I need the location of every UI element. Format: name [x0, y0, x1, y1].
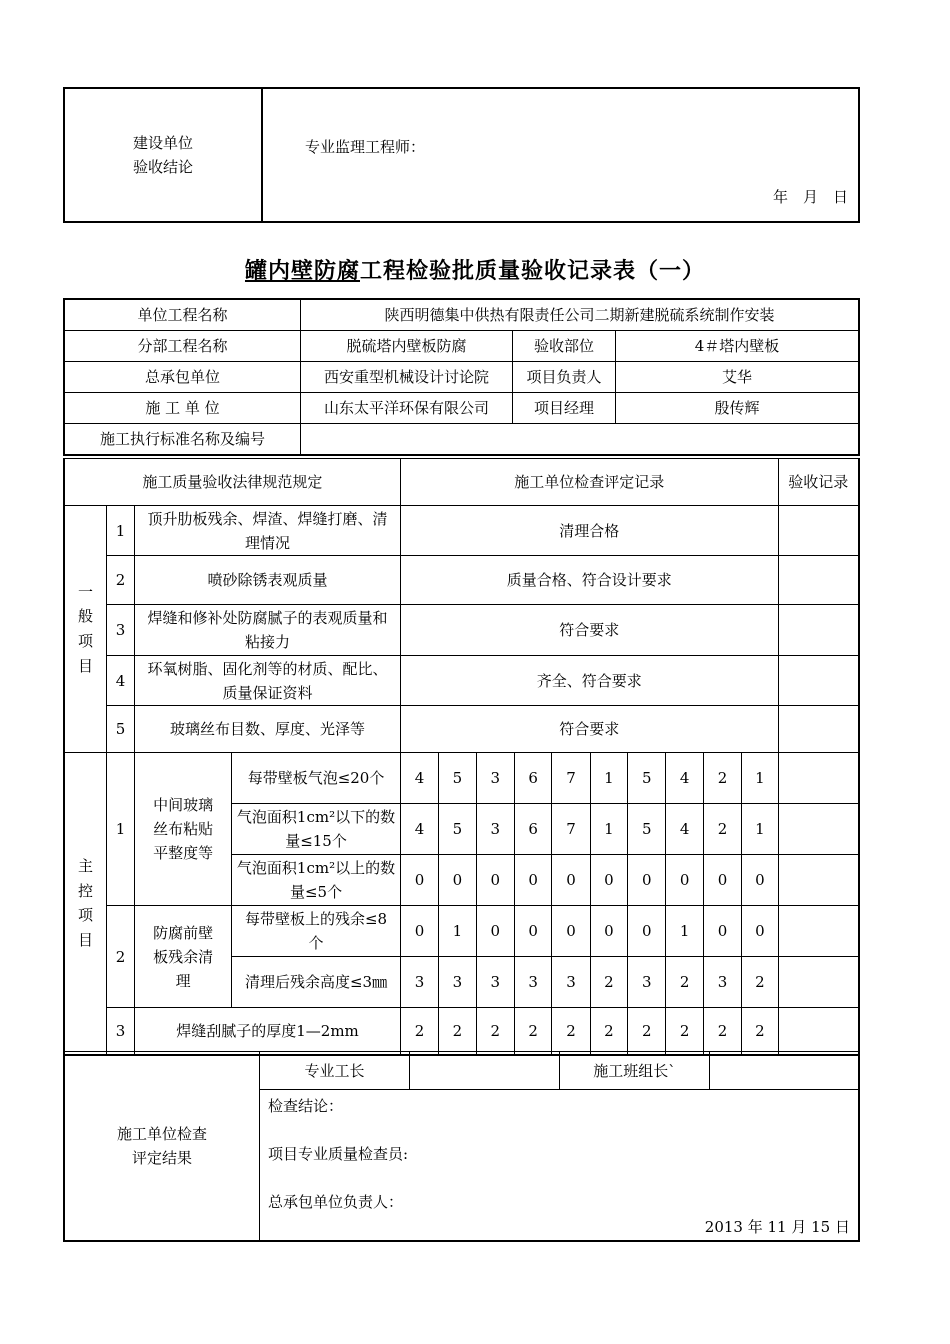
general-item-desc: 玻璃丝布目数、厚度、光泽等: [135, 706, 401, 753]
general-group-char: 项: [77, 632, 93, 650]
measurement-value: 3: [514, 957, 551, 1008]
accept-part-label: 验收部位: [513, 330, 616, 361]
site-acceptance-label: [64, 88, 262, 222]
measurement-value: 0: [552, 855, 590, 906]
inspection-table: [63, 458, 860, 1056]
general-item-accept: [778, 556, 859, 605]
general-item-no: 2: [106, 556, 134, 605]
foreman-label: 专业工长: [260, 1052, 410, 1090]
evaluation-date: 2013 年 11 月 15 日: [704, 1218, 850, 1236]
measurement-value: 2: [590, 1008, 627, 1055]
measurement-value: 0: [400, 906, 438, 957]
general-item-result: 符合要求: [400, 605, 778, 656]
main-item-desc: 气泡面积1cm²以下的数量≤15个: [232, 804, 401, 855]
measurement-value: 0: [552, 906, 590, 957]
site-acceptance-label-line1: 建设单位: [132, 134, 193, 152]
main-group-char: 控: [77, 881, 93, 900]
main-item-accept: [778, 1008, 859, 1055]
main-group-label: [64, 753, 106, 1055]
accept-part-value: 4＃塔内壁板: [616, 330, 860, 361]
measurement-value: 2: [590, 957, 627, 1008]
sub-project-label: 分部工程名称: [64, 330, 301, 361]
measurement-value: 4: [666, 804, 703, 855]
main-item-accept: [778, 855, 859, 906]
measurement-value: 2: [552, 1008, 590, 1055]
evaluation-section-label: [64, 1052, 260, 1241]
top-date: 年 月 日: [772, 188, 848, 206]
header-accept: 验收记录: [778, 459, 859, 506]
main-item-no: 2: [106, 906, 134, 1008]
measurement-value: 2: [628, 1008, 666, 1055]
construction-evaluation-table: [63, 1051, 860, 1242]
measurement-value: 2: [703, 804, 741, 855]
general-item-desc: 顶升肋板残余、焊渣、焊缝打磨、清理情况: [135, 506, 401, 556]
measurement-value: 7: [552, 753, 590, 804]
main-item-desc: 气泡面积1cm²以上的数量≤5个: [232, 855, 401, 906]
unit-project-value: 陕西明德集中供热有限责任公司二期新建脱硫系统制作安装: [301, 299, 860, 330]
measurement-value: 2: [742, 957, 778, 1008]
measurement-value: 3: [552, 957, 590, 1008]
general-group-char: 目: [77, 656, 93, 675]
construction-unit-value: 山东太平洋环保有限公司: [301, 392, 513, 423]
measurement-value: 0: [439, 855, 476, 906]
site-acceptance-box: [63, 87, 860, 223]
measurement-value: 0: [476, 855, 514, 906]
measurement-value: 4: [400, 753, 438, 804]
general-item-accept: [778, 605, 859, 656]
measurement-value: 0: [742, 906, 778, 957]
standard-value: [301, 423, 860, 455]
measurement-value: 2: [439, 1008, 476, 1055]
project-manager-value: 殷传辉: [616, 392, 860, 423]
measurement-value: 2: [476, 1008, 514, 1055]
main-item-desc: 清理后残余高度≤3㎜: [232, 957, 401, 1008]
general-item-no: 1: [106, 506, 134, 556]
site-acceptance-label-line2: 验收结论: [132, 158, 193, 176]
team-leader-value: [710, 1052, 860, 1090]
main-group-char: 主: [77, 856, 93, 875]
measurement-value: 4: [400, 804, 438, 855]
general-item-result: 符合要求: [400, 706, 778, 753]
measurement-value: 3: [703, 957, 741, 1008]
construction-unit-label: 施 工 单 位: [64, 392, 301, 423]
measurement-value: 3: [476, 753, 514, 804]
main-item-desc: 焊缝刮腻子的厚度1—2mm: [135, 1008, 401, 1055]
main-item-desc: 每带壁板上的残余≤8个: [232, 906, 401, 957]
main-group-char: 目: [77, 931, 93, 949]
measurement-value: 1: [590, 753, 627, 804]
measurement-value: 0: [590, 906, 627, 957]
measurement-value: 5: [439, 753, 476, 804]
measurement-value: 3: [439, 957, 476, 1008]
header-check: 施工单位检查评定记录: [400, 459, 778, 506]
header-spec: 施工质量验收法律规范规定: [64, 459, 400, 506]
measurement-value: 2: [400, 1008, 438, 1055]
general-item-accept: [778, 706, 859, 753]
unit-project-label: 单位工程名称: [64, 299, 301, 330]
measurement-value: 6: [514, 753, 551, 804]
page-title: [0, 254, 950, 285]
title-underlined: 罐内壁防腐: [244, 258, 360, 284]
quality-inspector-label: 项目专业质量检查员:: [268, 1145, 409, 1163]
measurement-value: 0: [742, 855, 778, 906]
general-item-result: 清理合格: [400, 506, 778, 556]
measurement-value: 2: [742, 1008, 778, 1055]
general-contractor-label: 总承包单位: [64, 361, 301, 392]
measurement-value: 3: [476, 804, 514, 855]
main-item-accept: [778, 753, 859, 804]
evaluation-label-line2: 评定结果: [131, 1148, 192, 1167]
main-item-no: 3: [106, 1008, 134, 1055]
general-item-desc: 焊缝和修补处防腐腻子的表观质量和粘接力: [135, 605, 401, 656]
main-item-name: 防腐前壁板残余清理: [135, 906, 232, 1008]
measurement-value: 7: [552, 804, 590, 855]
standard-label: 施工执行标准名称及编号: [64, 423, 301, 455]
measurement-value: 2: [666, 957, 703, 1008]
measurement-value: 3: [400, 957, 438, 1008]
measurement-value: 0: [628, 906, 666, 957]
measurement-value: 1: [590, 804, 627, 855]
measurement-value: 2: [666, 1008, 703, 1055]
measurement-value: 4: [666, 753, 703, 804]
site-acceptance-content: [262, 88, 859, 222]
measurement-value: 0: [400, 855, 438, 906]
general-item-accept: [778, 656, 859, 706]
measurement-value: 2: [703, 753, 741, 804]
measurement-value: 0: [666, 855, 703, 906]
info-table: [63, 298, 860, 456]
measurement-value: 0: [476, 906, 514, 957]
contractor-lead-label: 总承包单位负责人：: [268, 1193, 404, 1211]
measurement-value: 0: [628, 855, 666, 906]
measurement-value: 5: [628, 753, 666, 804]
measurement-value: 0: [514, 855, 551, 906]
measurement-value: 6: [514, 804, 551, 855]
measurement-value: 1: [439, 906, 476, 957]
main-item-accept: [778, 804, 859, 855]
main-item-accept: [778, 957, 859, 1008]
main-item-no: 1: [106, 753, 134, 906]
general-contractor-value: 西安重型机械设计讨论院: [301, 361, 513, 392]
measurement-value: 2: [514, 1008, 551, 1055]
check-conclusion-label: 检查结论：: [268, 1097, 344, 1115]
supervisor-label: 专业监理工程师：: [305, 138, 426, 156]
measurement-value: 0: [703, 906, 741, 957]
general-group-char: 一: [77, 582, 93, 601]
foreman-value: [410, 1052, 560, 1090]
measurement-value: 1: [742, 804, 778, 855]
measurement-value: 0: [514, 906, 551, 957]
measurement-value: 5: [439, 804, 476, 855]
general-group-char: 般: [77, 607, 93, 626]
measurement-value: 0: [703, 855, 741, 906]
main-group-char: 项: [77, 906, 93, 925]
project-lead-label: 项目负责人: [513, 361, 616, 392]
general-item-result: 齐全、符合要求: [400, 656, 778, 706]
sub-project-value: 脱硫塔内壁板防腐: [301, 330, 513, 361]
measurement-value: 2: [703, 1008, 741, 1055]
title-rest: 工程检验批质量验收记录表（一）: [360, 258, 706, 284]
main-item-accept: [778, 906, 859, 957]
main-item-name: 中间玻璃丝布粘贴平整度等: [135, 753, 232, 906]
measurement-value: 1: [742, 753, 778, 804]
general-item-no: 4: [106, 656, 134, 706]
project-manager-label: 项目经理: [513, 392, 616, 423]
main-item-desc: 每带壁板气泡≤20个: [232, 753, 401, 804]
general-item-desc: 环氧树脂、固化剂等的材质、配比、质量保证资料: [135, 656, 401, 706]
general-item-no: 3: [106, 605, 134, 656]
general-group-label: [64, 506, 106, 753]
measurement-value: 3: [476, 957, 514, 1008]
evaluation-content: [260, 1090, 860, 1241]
measurement-value: 0: [590, 855, 627, 906]
measurement-value: 5: [628, 804, 666, 855]
general-item-accept: [778, 506, 859, 556]
measurement-value: 3: [628, 957, 666, 1008]
team-leader-label: 施工班组长`: [560, 1052, 710, 1090]
general-item-no: 5: [106, 706, 134, 753]
general-item-result: 质量合格、符合设计要求: [400, 556, 778, 605]
general-item-desc: 喷砂除锈表观质量: [135, 556, 401, 605]
project-lead-value: 艾华: [616, 361, 860, 392]
measurement-value: 1: [666, 906, 703, 957]
evaluation-label-line1: 施工单位检查: [116, 1124, 207, 1143]
